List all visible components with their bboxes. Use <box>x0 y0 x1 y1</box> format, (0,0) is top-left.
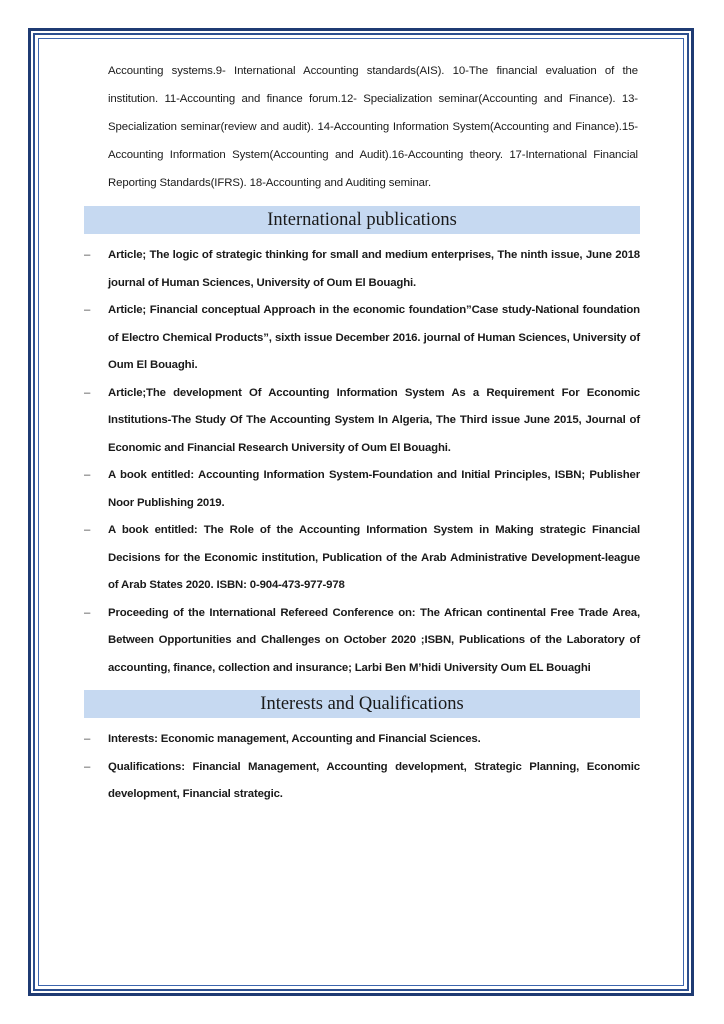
bullet-dash: – <box>84 524 91 536</box>
publication-text: A book entitled: The Role of the Accounting Information System in Making strategic Financial Decisions for the Economic institution, Publication of the Arab Administrative Development-league of Arab States 2020. ISBN: 0-904-473-977-978 <box>108 524 640 591</box>
publication-text: A book entitled: Accounting Information System-Foundation and Initial Principles, ISBN; Publisher Noor Publishing 2019. <box>108 469 640 509</box>
publication-text: Article; Financial conceptual Approach in the economic foundation”Case study-National foundation of Electro Chemical Products”, sixth issue December 2016. journal of Human Sciences, University of Oum El Bouaghi. <box>108 304 640 371</box>
bullet-dash: – <box>84 469 91 481</box>
list-item <box>84 462 640 517</box>
section-title-publications: International publications <box>84 206 640 234</box>
list-item <box>84 726 640 754</box>
bullet-dash: – <box>84 249 91 261</box>
list-item <box>84 517 640 600</box>
interests-text: Interests: Economic management, Accounting and Financial Sciences. <box>108 733 481 745</box>
list-item <box>84 242 640 297</box>
bullet-dash: – <box>84 304 91 316</box>
section-title-interests: Interests and Qualifications <box>84 690 640 718</box>
bullet-dash: – <box>84 606 91 619</box>
list-item <box>84 600 640 683</box>
publications-list <box>84 242 640 682</box>
interests-list <box>84 726 640 809</box>
qualifications-text: Qualifications: Financial Management, Accounting development, Strategic Planning, Economic development, Financial strategic. <box>108 760 640 800</box>
list-item <box>84 754 640 809</box>
list-item <box>84 380 640 463</box>
document-body <box>84 57 640 809</box>
publication-text: Proceeding of the International Refereed Conference on: The African continental Free Trade Area, Between Opportunities and Challenges on October 2020 ;ISBN, Publications of the Laboratory of accounting, finance, collection and insurance; Larbi Ben M’hidi University Oum EL Bouaghi <box>108 606 640 674</box>
list-item <box>84 297 640 380</box>
publication-text: Article;The development Of Accounting Information System As a Requirement For Economic Institutions-The Study Of The Accounting System In Algeria, The Third issue June 2015, Journal of Economic and Financial Research University of Oum El Bouaghi. <box>108 386 640 454</box>
bullet-dash: – <box>84 733 91 745</box>
publication-text: Article; The logic of strategic thinking for small and medium enterprises, The ninth issue, June 2018 journal of Human Sciences, University of Oum El Bouaghi. <box>108 249 640 289</box>
intro-paragraph: Accounting systems.9- International Accounting standards(AIS). 10-The financial evaluation of the institution. 11-Accounting and finance forum.12- Specialization seminar(Accounting and Finance). 13-Specialization seminar(review and audit). 14-Accounting Information System(Accounting and Finance).15- Accounting Information System(Accounting and Audit).16-Accounting theory. 17-International Financial Reporting Standards(IFRS). 18-Accounting and Auditing seminar. <box>108 65 638 189</box>
bullet-dash: – <box>84 760 91 773</box>
bullet-dash: – <box>84 386 91 399</box>
